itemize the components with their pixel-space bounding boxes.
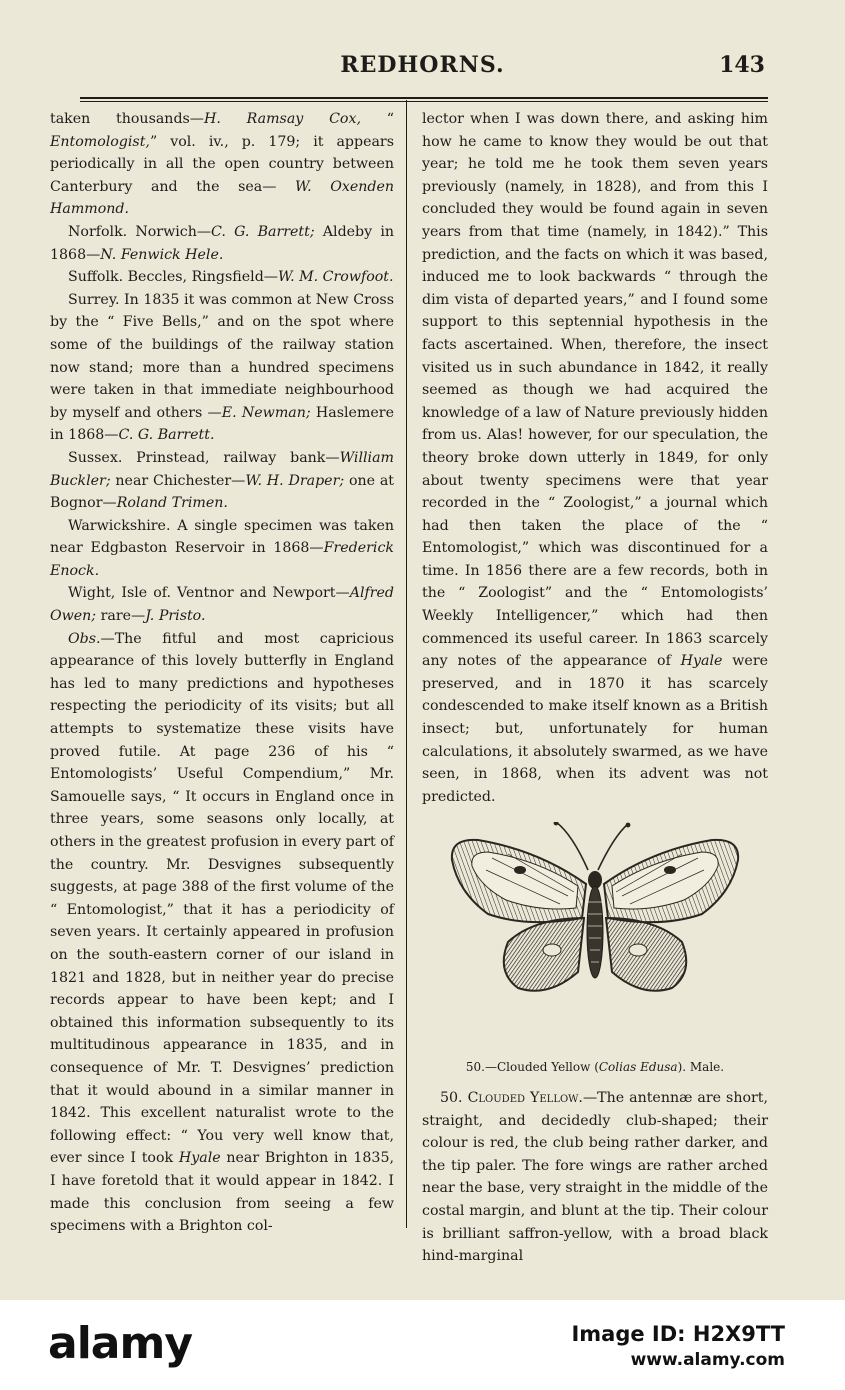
- paragraph-continued-right: lector when I was down there, and asking him how he came to know they would be out that year; he told me he took them seven years previously (namely, in 1828), and from this I concluded they would be found again in seven years from that time (namely, in 1842).” This prediction, and the facts on which it was based, induced me to look backwards “ through the dim vista of departed years,” and I found some support to this septennial hypothesis in the facts ascertained. When, therefore, the insect visited us in such abundance in 1842, it really seemed as though we had acquired the knowledge of a law of Nature previously hidden from us. Alas! however, for our speculation, the theory broke down utterly in 1849, for only about twenty specimens were that year recorded in the “ Zoologist,” a journal which had then taken the place of the “ Entomologist,” which was discontinued for a time. In 1856 there are a few records, both in the “ Zoologist” and the “ Entomologists’ Weekly Intelligencer,” which had then commenced its useful career. In 1863 scarcely any notes of the appearance of Hyale were preserved, and in 1870 it has scarcely condescended to make itself known as a British insect; but, unfortunately for human calculations, it absolutely swarmed, as we have seen, in 1868, when its advent was not predicted.: [422, 111, 769, 805]
- paragraph-sussex: Sussex. Prinstead, railway bank—William Buckler; near Chichester—W. H. Draper; one at Bognor—Roland Trimen.: [50, 449, 394, 512]
- column-divider: [406, 100, 407, 1228]
- running-head: REDHORNS.: [340, 52, 505, 78]
- paragraph-warwickshire: Warwickshire. A single specimen was taken near Edgbaston Reservoir in 1868—Frederick Enock.: [50, 517, 394, 579]
- watermark-url: www.alamy.com: [630, 1350, 785, 1370]
- figure: [422, 822, 768, 1052]
- paragraph-norfolk: Norfolk. Norwich—C. G. Barrett; Aldeby in 1868—N. Fenwick Hele.: [50, 223, 395, 263]
- paragraph-species-description: 50. Clouded Yellow.—The antennæ are short, straight, and decidedly club-shaped; their colour is red, the club being rather darker, and the tip paler. The fore wings are rather arched near the base, very straight in the middle of the costal margin, and blunt at the tip. Their colour is brilliant saffron-yellow, with a broad black hind-marginal: [422, 1090, 769, 1265]
- left-column: [50, 108, 394, 1238]
- watermark-image-id: Image ID: H2X9TT: [571, 1322, 785, 1346]
- paragraph-continued: taken thousands—H. Ramsay Cox, “ Entomologist,” vol. iv., p. 179; it appears periodically in all the open country between Canterbury and the sea— W. Oxenden Hammond.: [50, 111, 394, 218]
- butterfly-engraving-icon: [448, 822, 742, 998]
- right-column: [422, 108, 768, 1268]
- watermark-logo: alamy: [48, 1318, 192, 1369]
- paragraph-suffolk: Suffolk. Beccles, Ringsfield—W. M. Crowfoot.: [68, 269, 394, 286]
- paragraph-surrey: Surrey. In 1835 it was common at New Cross by the “ Five Bells,” and on the spot where some of the buildings of the railway station now stand; more than a hundred specimens were taken in that immediate neighbourhood by myself and others —E. Newman; Haslemere in 1868—C. G. Barrett.: [50, 291, 394, 444]
- header-rule: [80, 97, 768, 102]
- page-number: 143: [719, 52, 765, 78]
- paragraph-wight: Wight, Isle of. Ventnor and Newport—Alfred Owen; rare—J. Pristo.: [50, 585, 394, 625]
- paragraph-obs: Obs.—The fitful and most capricious appearance of this lovely butterfly in England has led to many predictions and hypotheses respecting the periodicity of its visits; but all attempts to systematize these visits have proved futile. At page 236 of his “ Entomologists’ Useful Compendium,” Mr. Samouelle says, “ It occurs in England once in three years, some seasons only locally, at others in the greatest profusion in every part of the country. Mr. Desvignes subsequently suggests, at page 388 of the first volume of the “ Entomologist,” that it has a periodicity of seven years. It certainly appeared in profusion on the south-eastern corner of our island in 1821 and 1828, but in neither year do precise records appear to have been kept; and I obtained this information subsequently to its multitudinous appearance in 1835, and in consequence of Mr. T. Desvignes’ prediction that it would abound in a similar manner in 1842. This excellent naturalist wrote to the following effect: “ You very well know that, ever since I took Hyale near Brighton in 1835, I have foretold that it would appear in 1842. I made this conclusion from seeing a few specimens with a Brighton col-: [50, 630, 395, 1235]
- figure-caption: 50.—Clouded Yellow (Colias Edusa). Male.: [465, 1060, 725, 1075]
